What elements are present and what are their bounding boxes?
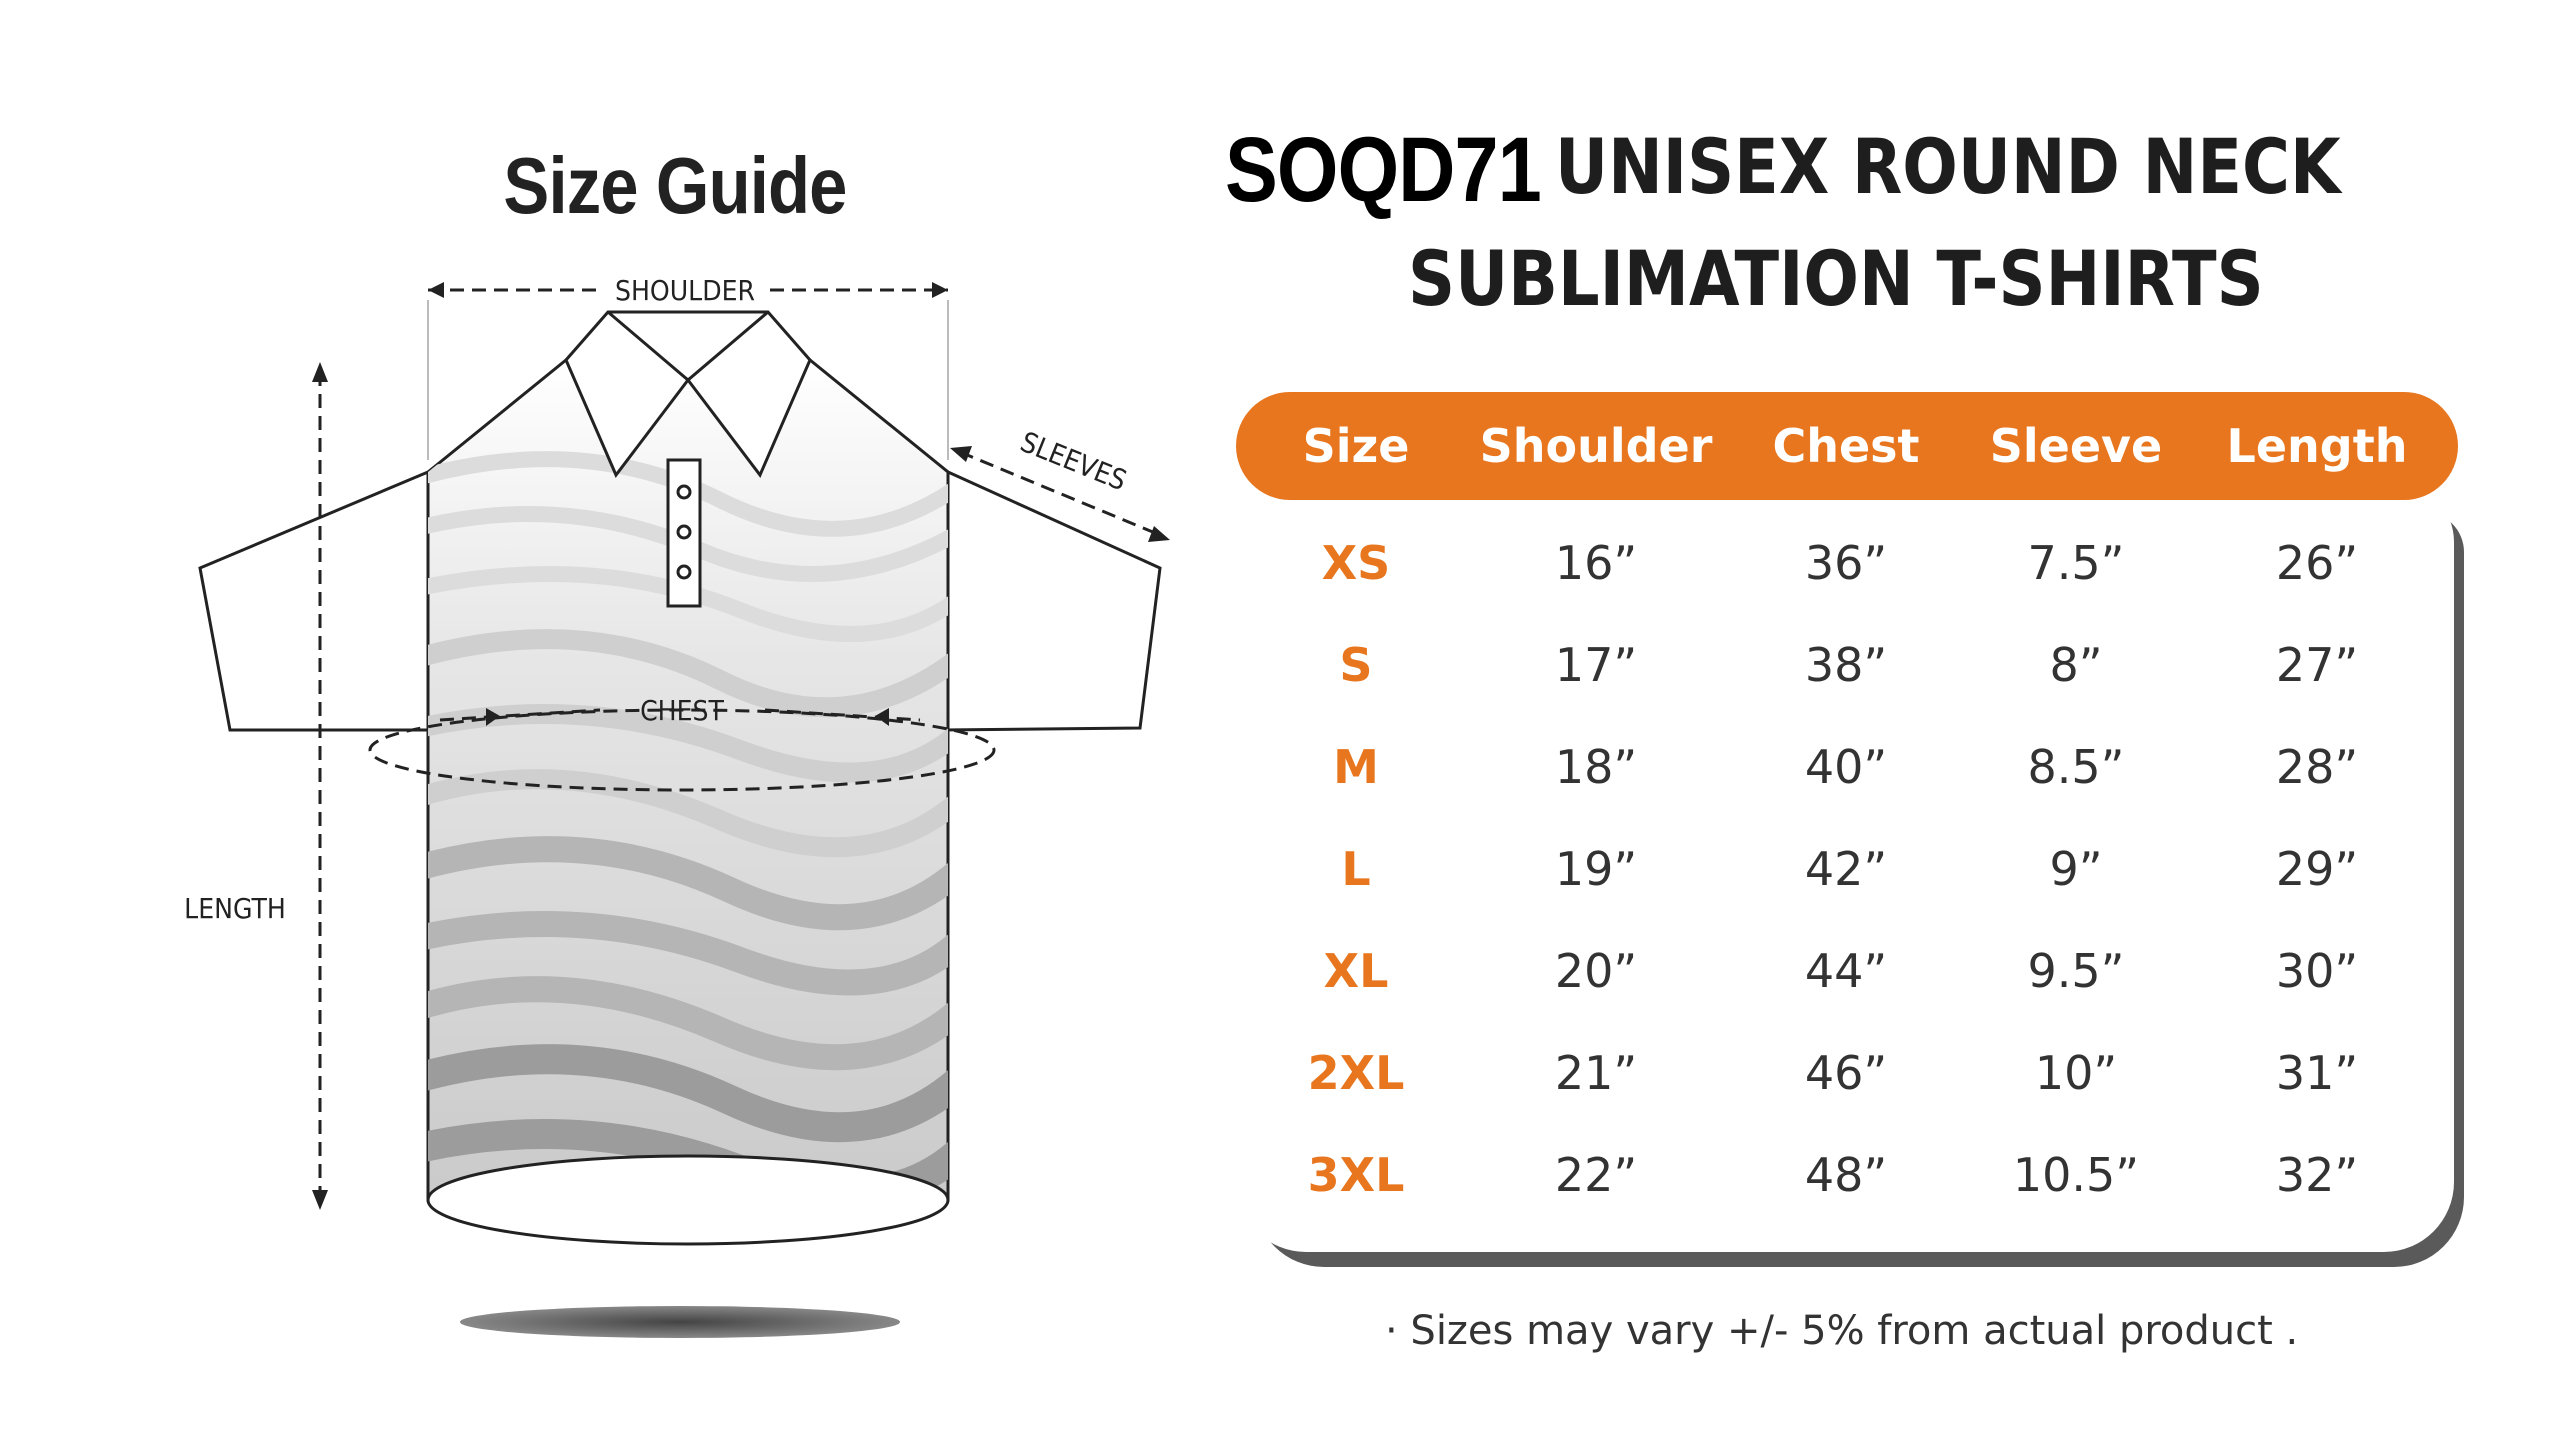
chest-cell: 38” xyxy=(1804,638,1888,692)
button xyxy=(678,486,690,498)
sleeves-label: SLEEVES xyxy=(1015,425,1132,498)
size-cell: XL xyxy=(1323,944,1389,998)
right-sleeve xyxy=(942,472,1160,730)
hem-ellipse xyxy=(428,1156,948,1244)
shoulder-cell: 19” xyxy=(1554,842,1638,896)
size-guide-title: Size Guide xyxy=(503,141,847,230)
shoulder-cell: 16” xyxy=(1554,536,1638,590)
table-row xyxy=(1236,512,2458,614)
chest-cell: 36” xyxy=(1804,536,1888,590)
header-size: Size xyxy=(1302,419,1410,473)
chest-cell: 46” xyxy=(1804,1046,1888,1100)
sleeve-cell: 10.5” xyxy=(2012,1148,2140,1202)
shoulder-cell: 17” xyxy=(1554,638,1638,692)
shoulder-cell: 22” xyxy=(1554,1148,1638,1202)
size-table xyxy=(1236,392,2456,1262)
size-cell: 2XL xyxy=(1307,1046,1405,1100)
table-header xyxy=(1236,392,2458,500)
header-length: Length xyxy=(2226,419,2408,473)
table-row xyxy=(1236,1124,2458,1226)
heading-line-1: UNISEX ROUND NECK xyxy=(1555,122,2341,211)
table-rows xyxy=(1236,512,2458,1226)
size-variance-note: · Sizes may vary +/- 5% from actual product . xyxy=(1385,1308,2299,1354)
sleeve-cell: 9” xyxy=(2049,842,2103,896)
sleeve-cell: 9.5” xyxy=(2027,944,2125,998)
size-cell: 3XL xyxy=(1307,1148,1405,1202)
chest-label: CHEST xyxy=(640,694,724,727)
sleeve-cell: 8.5” xyxy=(2027,740,2125,794)
size-cell: XS xyxy=(1321,536,1391,590)
chest-cell: 44” xyxy=(1804,944,1888,998)
product-heading xyxy=(1225,118,2525,323)
size-cell: L xyxy=(1341,842,1371,896)
heading-line-2: SUBLIMATION T-SHIRTS xyxy=(1408,234,2264,323)
length-cell: 31” xyxy=(2275,1046,2359,1100)
length-cell: 30” xyxy=(2275,944,2359,998)
length-label: LENGTH xyxy=(184,892,286,925)
table-row xyxy=(1236,716,2458,818)
table-row xyxy=(1236,818,2458,920)
sleeve-cell: 10” xyxy=(2034,1046,2118,1100)
chest-cell: 48” xyxy=(1804,1148,1888,1202)
size-cell: S xyxy=(1339,638,1373,692)
product-code: SOQD71 xyxy=(1225,119,1541,221)
shoulder-cell: 20” xyxy=(1554,944,1638,998)
size-cell: M xyxy=(1333,740,1379,794)
shoulder-cell: 18” xyxy=(1554,740,1638,794)
header-shoulder: Shoulder xyxy=(1479,419,1713,473)
button xyxy=(678,526,690,538)
chest-cell: 40” xyxy=(1804,740,1888,794)
length-cell: 26” xyxy=(2275,536,2359,590)
shirt-diagram xyxy=(160,260,1210,1380)
length-cell: 27” xyxy=(2275,638,2359,692)
chest-cell: 42” xyxy=(1804,842,1888,896)
shoulder-cell: 21” xyxy=(1554,1046,1638,1100)
length-cell: 29” xyxy=(2275,842,2359,896)
header-sleeve: Sleeve xyxy=(1989,419,2163,473)
button xyxy=(678,566,690,578)
table-row xyxy=(1236,1022,2458,1124)
table-row xyxy=(1236,920,2458,1022)
left-sleeve xyxy=(200,472,432,730)
shoulder-label: SHOULDER xyxy=(614,274,756,307)
table-row xyxy=(1236,614,2458,716)
sleeve-cell: 8” xyxy=(2049,638,2103,692)
length-cell: 28” xyxy=(2275,740,2359,794)
ground-shadow xyxy=(460,1306,900,1338)
header-chest: Chest xyxy=(1772,419,1920,473)
length-cell: 32” xyxy=(2275,1148,2359,1202)
sleeve-cell: 7.5” xyxy=(2027,536,2125,590)
